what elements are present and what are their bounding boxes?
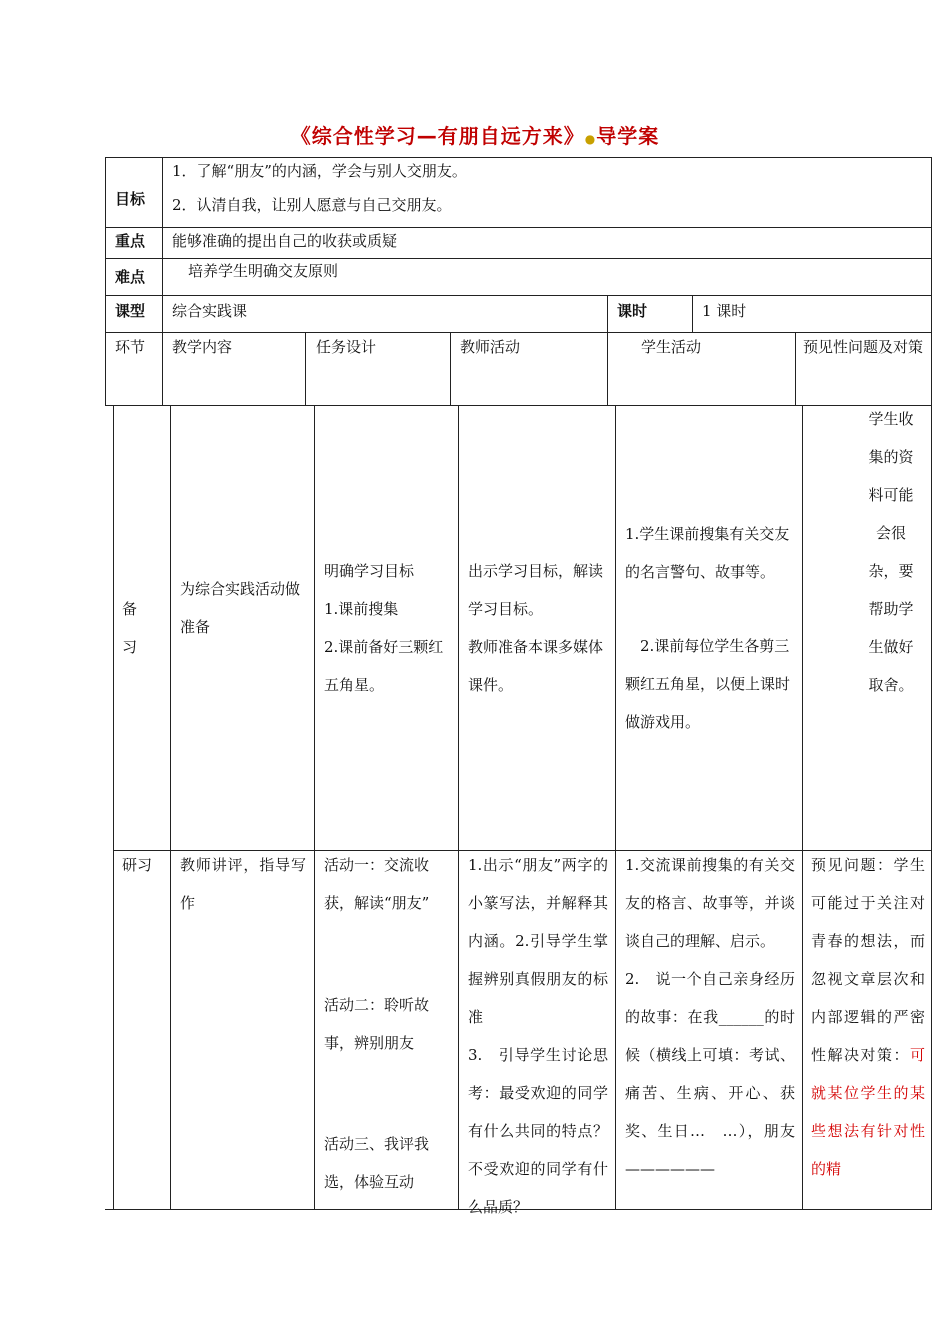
upper-left-border <box>105 157 106 405</box>
lower-divider-content <box>170 405 171 1210</box>
header-stage: 环节 <box>115 338 146 356</box>
header-divider-task <box>305 332 306 405</box>
header-task: 任务设计 <box>316 338 377 356</box>
header-divider-issues <box>795 332 796 405</box>
type-label: 课型 <box>115 302 146 320</box>
study-content: 教师讲评，指导写作 <box>180 856 306 912</box>
study-task-2: 活动二：聆听故事，辨别朋友 <box>324 996 430 1052</box>
prep-student-2: 2.课前每位学生各剪三颗红五角星，以便上课时做游戏用。 <box>625 637 791 731</box>
page-title <box>0 120 950 149</box>
lower-left-border <box>113 405 114 1210</box>
prep-issues: 学生收集的资料可能会很杂，要帮助学生做好取舍。 <box>868 410 914 694</box>
study-issues-red: 可就某位学生的某些想法有针对性的精 <box>811 1046 925 1178</box>
title-dot-mark: ● <box>584 132 597 146</box>
lower-divider-student <box>615 405 616 1210</box>
prep-content: 为综合实践活动做准备 <box>180 580 301 636</box>
type-hours-divider <box>607 295 608 405</box>
header-content: 教学内容 <box>172 338 233 356</box>
hours-value: 1 课时 <box>702 302 747 320</box>
type-text: 综合实践课 <box>172 302 248 320</box>
prep-student-1: 1.学生课前搜集有关交友的名言警句、故事等。 <box>625 525 790 581</box>
lower-divider-task <box>314 405 315 1210</box>
goal-item-2: 2．认清自我，让别人愿意与自己交朋友。 <box>172 196 452 214</box>
key-label: 重点 <box>115 232 146 250</box>
lower-divider-issues <box>802 405 803 1210</box>
study-student: 1.交流课前搜集的有关交友的格言、故事等，并谈谈自己的理解、启示。 2. 说一个自己亲身经历的故事：在我______的时候（横线上可填：考试、痛苦、生病、开心、获奖、生日… …），朋友—————— <box>625 856 795 1178</box>
study-stage: 研习 <box>122 856 153 874</box>
hours-label: 课时 <box>617 302 648 320</box>
study-task-3: 活动三、我评我选，体验互动 <box>324 1135 430 1191</box>
title-main: 《综合性学习—有朋自远方来》 <box>290 124 585 148</box>
lower-divider-teacher <box>458 405 459 1210</box>
study-issues-text <box>811 846 925 1188</box>
prep-teacher: 出示学习目标，解读学习目标。 教师准备本课多媒体课件。 <box>468 562 604 694</box>
upper-label-divider <box>162 157 163 405</box>
goal-item-1: 1．了解“朋友”的内涵，学会与别人交朋友。 <box>172 162 467 180</box>
goal-label: 目标 <box>115 190 146 208</box>
study-issues-black: 预见问题：学生可能过于关注对青春的想法，而忽视文章层次和内部逻辑的严密性解决对策： <box>811 856 925 1064</box>
study-issues <box>811 846 925 1208</box>
key-text: 能够准确的提出自己的收获或质疑 <box>172 232 398 250</box>
difficulty-text: 培养学生明确交友原则 <box>188 262 339 280</box>
study-task-1: 活动一：交流收获，解读“朋友” <box>324 856 430 912</box>
header-issues: 预见性问题及对策 <box>802 338 923 356</box>
difficulty-label: 难点 <box>115 268 146 286</box>
hours-value-divider <box>692 295 693 332</box>
row-divider-header <box>105 405 932 406</box>
title-suffix: 导学案 <box>596 124 660 148</box>
prep-task: 明确学习目标 1.课前搜集 2.课前备好三颗红五角星。 <box>324 562 444 694</box>
upper-right-border <box>931 157 932 405</box>
header-divider-teacher <box>450 332 451 405</box>
header-student: 学生活动 <box>641 338 702 356</box>
study-teacher: 1.出示“朋友”两字的小篆写法，并解释其内涵。2.引导学生掌握辨别真假朋友的标准 3. 引导学生讨论思考：最受欢迎的同学有什么共同的特点？不受欢迎的同学有什么品质？ <box>468 856 608 1216</box>
header-teacher: 教师活动 <box>460 338 521 356</box>
lower-right-border <box>931 405 932 1210</box>
prep-stage: 备习 <box>122 600 138 656</box>
